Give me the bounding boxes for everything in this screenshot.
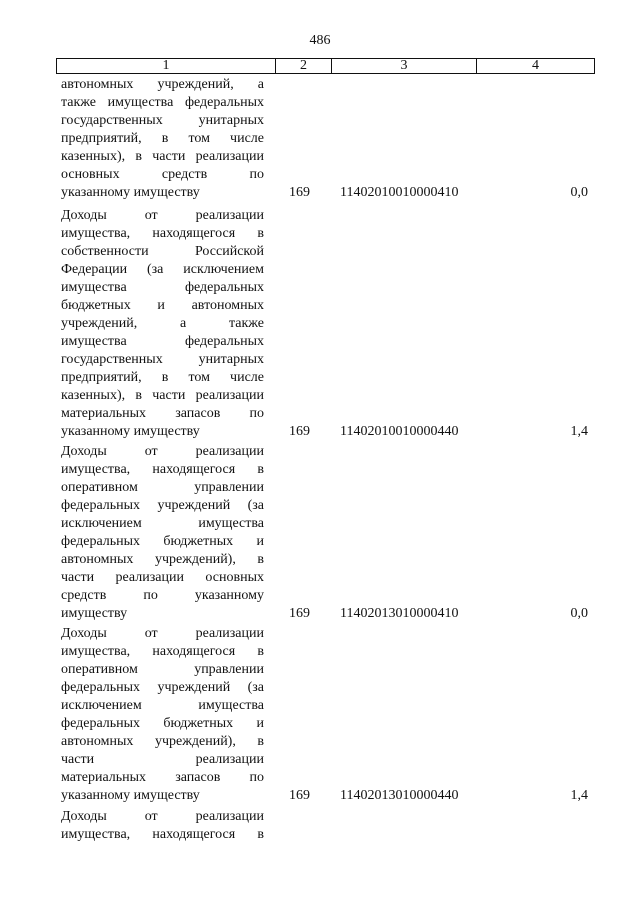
description-line: основных средств по xyxy=(61,167,264,182)
description-line: имущества, находящегося в xyxy=(61,827,264,842)
budget-classification-code: 11402013010000410 xyxy=(340,606,459,621)
row-description xyxy=(61,443,264,623)
description-line: автономных учреждений), в xyxy=(61,734,264,749)
description-line: имущества, находящегося в xyxy=(61,644,264,659)
description-line: Доходы от реализации xyxy=(61,809,264,824)
description-line: части реализации основных xyxy=(61,570,264,585)
amount-value: 1,4 xyxy=(570,788,588,803)
column-header-4: 4 xyxy=(477,59,595,74)
description-line: имущества, находящегося в xyxy=(61,462,264,477)
description-line: указанному имуществу xyxy=(61,788,200,803)
description-line: материальных запасов по xyxy=(61,406,264,421)
column-header-3: 3 xyxy=(332,59,477,74)
description-line: оперативном управлении xyxy=(61,480,264,495)
description-line: имуществу xyxy=(61,606,128,621)
admin-code: 169 xyxy=(289,185,310,200)
description-line: государственных унитарных xyxy=(61,352,264,367)
description-line: автономных учреждений), в xyxy=(61,552,264,567)
description-line: исключением имущества xyxy=(61,516,264,531)
description-line: Доходы от реализации xyxy=(61,208,264,223)
column-header-2: 2 xyxy=(276,59,332,74)
amount-value: 0,0 xyxy=(570,185,588,200)
description-line: части реализации xyxy=(61,752,264,767)
admin-code: 169 xyxy=(289,606,310,621)
row-description xyxy=(61,808,264,844)
row-description xyxy=(61,207,264,441)
description-line: федеральных учреждений (за xyxy=(61,680,264,695)
description-line: указанному имуществу xyxy=(61,424,200,439)
description-line: учреждений, а также xyxy=(61,316,264,331)
description-line: средств по указанному xyxy=(61,588,264,603)
description-line: автономных учреждений, а xyxy=(61,77,264,92)
description-line: имущества, находящегося в xyxy=(61,226,264,241)
description-line: Федерации (за исключением xyxy=(61,262,264,277)
description-line: предприятий, в том числе xyxy=(61,131,264,146)
budget-classification-code: 11402013010000440 xyxy=(340,788,459,803)
row-description xyxy=(61,625,264,805)
column-header-1: 1 xyxy=(57,59,276,74)
description-line: имущества федеральных xyxy=(61,334,264,349)
description-line: Доходы от реализации xyxy=(61,444,264,459)
description-line: федеральных учреждений (за xyxy=(61,498,264,513)
description-line: также имущества федеральных xyxy=(61,95,264,110)
description-line: собственности Российской xyxy=(61,244,264,259)
description-line: государственных унитарных xyxy=(61,113,264,128)
description-line: предприятий, в том числе xyxy=(61,370,264,385)
description-line: федеральных бюджетных и xyxy=(61,534,264,549)
amount-value: 1,4 xyxy=(570,424,588,439)
description-line: указанному имуществу xyxy=(61,185,200,200)
description-line: казенных), в части реализации xyxy=(61,388,264,403)
amount-value: 0,0 xyxy=(570,606,588,621)
page-number: 486 xyxy=(309,33,331,48)
column-header-row xyxy=(57,59,595,74)
description-line: бюджетных и автономных xyxy=(61,298,264,313)
description-line: казенных), в части реализации xyxy=(61,149,264,164)
description-line: материальных запасов по xyxy=(61,770,264,785)
description-line: оперативном управлении xyxy=(61,662,264,677)
description-line: исключением имущества xyxy=(61,698,264,713)
description-line: Доходы от реализации xyxy=(61,626,264,641)
budget-classification-code: 11402010010000410 xyxy=(340,185,459,200)
description-line: имущества федеральных xyxy=(61,280,264,295)
admin-code: 169 xyxy=(289,424,310,439)
row-description xyxy=(61,76,264,202)
column-header-table xyxy=(56,58,595,74)
budget-classification-code: 11402010010000440 xyxy=(340,424,459,439)
admin-code: 169 xyxy=(289,788,310,803)
description-line: федеральных бюджетных и xyxy=(61,716,264,731)
